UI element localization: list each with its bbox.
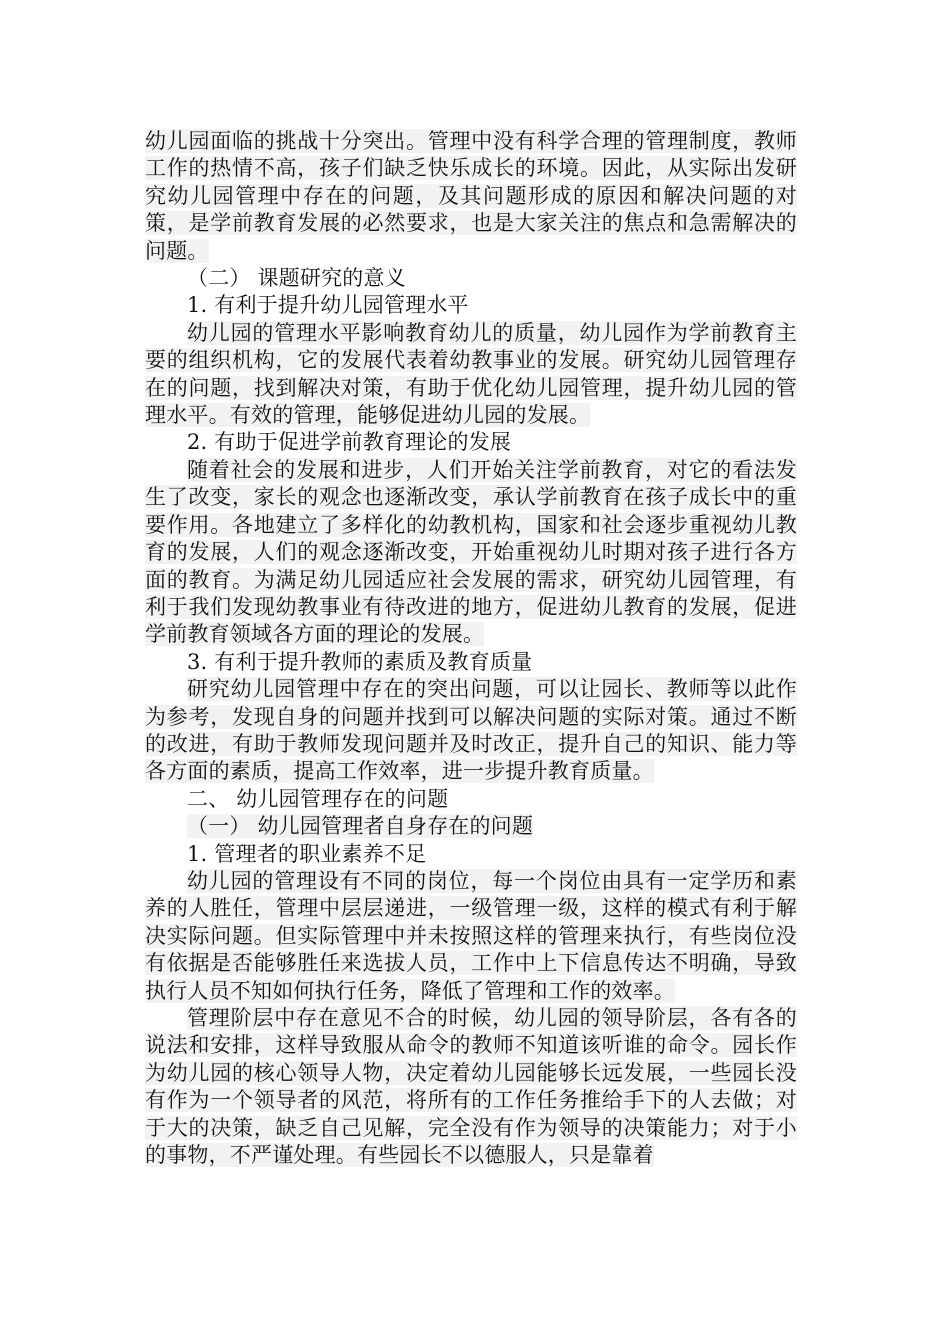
body-paragraph xyxy=(145,457,797,649)
chapter-heading xyxy=(145,786,797,813)
subsection-heading xyxy=(145,649,797,676)
body-paragraph xyxy=(145,1005,797,1169)
paragraph-text: 幼儿园的管理设有不同的岗位，每一个岗位由具有一定学历和素养的人胜任，管理中层层递进，一级管理一级，这样的模式有利于解决实际问题。但实际管理中并未按照这样的管理来执行，有些岗位没有依据是否能够胜任来选拔人员，工作中上下信息传达不明确，导致执行人员不知如何执行任务，降低了管理和工作的效率。 xyxy=(145,868,797,1003)
paragraph-text: 幼儿园的管理水平影响教育幼儿的质量，幼儿园作为学前教育主要的组织机构，它的发展代表着幼教事业的发展。研究幼儿园管理存在的问题，找到解决对策，有助于优化幼儿园管理，提升幼儿园的管理水平。有效的管理，能够促进幼儿园的发展。 xyxy=(145,320,797,428)
paragraph-text: 幼儿园面临的挑战十分突出。管理中没有科学合理的管理制度，教师工作的热情不高，孩子们缺乏快乐成长的环境。因此，从实际出发研究幼儿园管理中存在的问题，及其问题形成的原因和解决问题的对策，是学前教育发展的必然要求，也是大家关注的焦点和急需解决的问题。 xyxy=(145,129,797,263)
heading-text: 1. 管理者的职业素养不足 xyxy=(187,841,427,866)
heading-text: 2. 有助于促进学前教育理论的发展 xyxy=(187,430,512,455)
heading-text: （一） 幼儿园管理者自身存在的问题 xyxy=(187,814,534,839)
body-paragraph xyxy=(145,868,797,1005)
section-heading xyxy=(145,813,797,840)
body-paragraph xyxy=(145,676,797,786)
body-paragraph xyxy=(145,320,797,430)
paragraph-text: 管理阶层中存在意见不合的时候，幼儿园的领导阶层，各有各的说法和安排，这样导致服从命令的教师不知道该听谁的命令。园长作为幼儿园的核心领导人物，决定着幼儿园能够长远发展，一些园长没有作为一个领导者的风范，将所有的工作任务推给手下的人去做；对于大的决策，缺乏自己见解，完全没有作为领导的决策能力；对于小的事物，不严谨处理。有些园长不以德服人，只是靠着 xyxy=(145,1006,797,1168)
paragraph-text: 随着社会的发展和进步，人们开始关注学前教育，对它的看法发生了改变，家长的观念也逐渐改变，承认学前教育在孩子成长中的重要作用。各地建立了多样化的幼教机构，国家和社会逐步重视幼儿教育的发展，人们的观念逐渐改变，开始重视幼儿时期对孩子进行各方面的教育。为满足幼儿园适应社会发展的需求，研究幼儿园管理，有利于我们发现幼教事业有待改进的地方，促进幼儿教育的发展，促进学前教育领域各方面的理论的发展。 xyxy=(145,457,797,647)
heading-text: （二） 课题研究的意义 xyxy=(187,266,406,291)
section-heading xyxy=(145,265,797,292)
subsection-heading xyxy=(145,292,797,319)
paragraph-text: 研究幼儿园管理中存在的突出问题，可以让园长、教师等以此作为参考，发现自身的问题并找到可以解决问题的实际对策。通过不断的改进，有助于教师发现问题并及时改正，提升自己的知识、能力等各方面的素质，提高工作效率，进一步提升教育质量。 xyxy=(145,677,797,784)
document-page xyxy=(145,128,797,1169)
body-paragraph xyxy=(145,128,797,265)
subsection-heading xyxy=(145,841,797,868)
heading-text: 3. 有利于提升教师的素质及教育质量 xyxy=(187,649,533,674)
heading-text: 二、 幼儿园管理存在的问题 xyxy=(187,786,449,811)
heading-text: 1. 有利于提升幼儿园管理水平 xyxy=(187,293,469,318)
subsection-heading xyxy=(145,429,797,456)
